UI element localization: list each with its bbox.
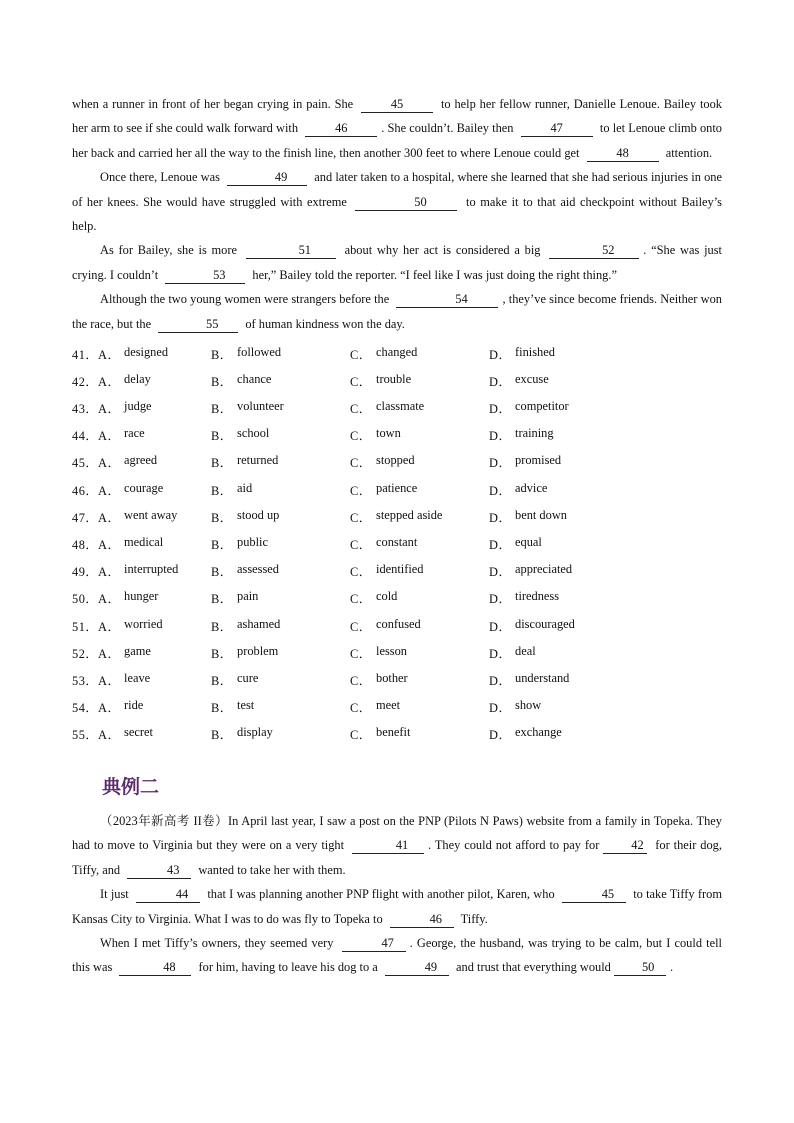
option-c[interactable] xyxy=(350,644,489,662)
option-text: aid xyxy=(237,480,253,495)
option-a[interactable] xyxy=(98,481,211,499)
option-text: leave xyxy=(124,670,151,685)
blank-50[interactable]: 50 xyxy=(355,195,457,211)
option-text: stepped aside xyxy=(376,507,443,522)
option-row xyxy=(72,449,722,476)
text: attention. xyxy=(665,145,713,160)
option-c[interactable] xyxy=(350,399,489,417)
option-d[interactable] xyxy=(489,372,629,390)
option-row xyxy=(72,394,722,421)
option-a[interactable] xyxy=(98,562,211,580)
option-c[interactable] xyxy=(350,453,489,471)
question-number: 45． xyxy=(72,456,99,471)
blank-42[interactable]: 42 xyxy=(603,838,647,854)
option-c[interactable] xyxy=(350,345,489,363)
option-text: training xyxy=(515,426,554,441)
option-a[interactable] xyxy=(98,399,211,417)
option-row xyxy=(72,666,722,693)
option-row xyxy=(72,530,722,557)
blank-48b[interactable]: 48 xyxy=(119,960,191,976)
option-b[interactable] xyxy=(211,481,350,499)
option-text: problem xyxy=(237,643,279,658)
option-b[interactable] xyxy=(211,617,350,635)
option-b[interactable] xyxy=(211,562,350,580)
option-letter: C． xyxy=(350,619,372,634)
option-d[interactable] xyxy=(489,399,629,417)
option-row xyxy=(72,503,722,530)
option-letter: D． xyxy=(489,565,512,580)
option-d[interactable] xyxy=(489,535,629,553)
question-number: 46． xyxy=(72,483,99,498)
option-row xyxy=(72,639,722,666)
option-text: went away xyxy=(124,507,178,522)
option-text: exchange xyxy=(515,725,562,740)
text: Although the two young women were strangers before the xyxy=(100,292,390,307)
option-a[interactable] xyxy=(98,725,211,743)
option-text: advice xyxy=(515,480,548,495)
option-text: test xyxy=(237,698,255,713)
option-text: town xyxy=(376,426,401,441)
option-row xyxy=(72,422,722,449)
text: to take Tiffy from Kansas City to Virginia. What I was to do was fly to Topeka to xyxy=(72,887,722,926)
option-b[interactable] xyxy=(211,453,350,471)
option-letter: C． xyxy=(350,347,372,362)
option-letter: A． xyxy=(98,402,121,417)
blank-53[interactable]: 53 xyxy=(165,268,245,284)
option-letter: A． xyxy=(98,374,121,389)
text: to make it to that aid checkpoint without Bailey’s help. xyxy=(72,194,722,234)
option-letter: A． xyxy=(98,592,121,607)
option-text: stood up xyxy=(237,507,280,522)
option-text: ashamed xyxy=(237,616,281,631)
option-text: competitor xyxy=(515,399,569,414)
option-letter: C． xyxy=(350,646,372,661)
option-d[interactable] xyxy=(489,589,629,607)
option-b[interactable] xyxy=(211,508,350,526)
blank-45b[interactable]: 45 xyxy=(562,887,626,903)
option-letter: A． xyxy=(98,510,121,525)
option-letter: A． xyxy=(98,728,121,743)
blank-52[interactable]: 52 xyxy=(549,243,639,259)
option-text: bother xyxy=(376,670,408,685)
option-row xyxy=(72,612,722,639)
option-letter: A． xyxy=(98,673,121,688)
option-c[interactable] xyxy=(350,562,489,580)
option-text: excuse xyxy=(515,371,549,386)
option-letter: A． xyxy=(98,565,121,580)
option-text: appreciated xyxy=(515,562,573,577)
passage1-paragraph-3 xyxy=(72,238,722,287)
blank-44[interactable]: 44 xyxy=(136,887,200,903)
option-text: stopped xyxy=(376,453,415,468)
option-letter: B． xyxy=(211,537,233,552)
option-text: equal xyxy=(515,534,542,549)
text: （2023年新高考 II卷）In April last year, I saw a post on the PNP (Pilots N Paws) website from a family in Topeka. They had to move to Virginia but they were on a very tight xyxy=(72,813,722,853)
option-d[interactable] xyxy=(489,671,629,689)
option-letter: D． xyxy=(489,701,512,716)
option-c[interactable] xyxy=(350,372,489,390)
document-page xyxy=(72,92,722,980)
option-a[interactable] xyxy=(98,508,211,526)
passage2-paragraph-3 xyxy=(72,931,722,980)
option-letter: B． xyxy=(211,619,233,634)
option-text: public xyxy=(237,534,268,549)
blank-46[interactable]: 46 xyxy=(305,121,377,137)
option-c[interactable] xyxy=(350,698,489,716)
option-a[interactable] xyxy=(98,426,211,444)
text: wanted to take her with them. xyxy=(198,862,346,877)
option-c[interactable] xyxy=(350,589,489,607)
option-text: promised xyxy=(515,453,562,468)
blank-45[interactable]: 45 xyxy=(361,97,433,113)
question-number: 48． xyxy=(72,537,99,552)
text: about why her act is considered a big xyxy=(344,243,541,258)
option-letter: C． xyxy=(350,456,372,471)
option-text: volunteer xyxy=(237,399,284,414)
option-letter: C． xyxy=(350,537,372,552)
option-row xyxy=(72,694,722,721)
option-a[interactable] xyxy=(98,535,211,553)
question-number: 51． xyxy=(72,619,99,634)
option-letter: D． xyxy=(489,646,512,661)
section-heading: 典例二 xyxy=(102,775,160,798)
option-row xyxy=(72,585,722,612)
option-text: changed xyxy=(376,344,418,359)
option-row xyxy=(72,721,722,748)
question-number: 50． xyxy=(72,592,99,607)
option-text: display xyxy=(237,725,273,740)
question-number: 52． xyxy=(72,646,99,661)
option-text: courage xyxy=(124,480,164,495)
option-letter: D． xyxy=(489,456,512,471)
text: . “She was just crying. I couldn’t xyxy=(72,243,722,282)
option-text: designed xyxy=(124,344,169,359)
option-letter: B． xyxy=(211,456,233,471)
option-letter: D． xyxy=(489,374,512,389)
option-letter: B． xyxy=(211,701,233,716)
options-list xyxy=(72,340,722,748)
option-text: tiredness xyxy=(515,589,560,604)
option-c[interactable] xyxy=(350,426,489,444)
option-a[interactable] xyxy=(98,698,211,716)
blank-47[interactable]: 47 xyxy=(521,121,593,137)
option-letter: D． xyxy=(489,673,512,688)
option-c[interactable] xyxy=(350,725,489,743)
option-c[interactable] xyxy=(350,481,489,499)
option-letter: B． xyxy=(211,510,233,525)
blank-41[interactable]: 41 xyxy=(352,838,424,854)
option-letter: D． xyxy=(489,483,512,498)
option-letter: C． xyxy=(350,374,372,389)
option-letter: B． xyxy=(211,374,233,389)
text: As for Bailey, she is more xyxy=(100,243,238,258)
option-text: cold xyxy=(376,589,398,604)
option-b[interactable] xyxy=(211,426,350,444)
text: It just xyxy=(100,887,129,902)
text: . George, the husband, was trying to be calm, but I could tell this was xyxy=(72,935,722,975)
option-text: hunger xyxy=(124,589,159,604)
option-letter: B． xyxy=(211,429,233,444)
option-text: assessed xyxy=(237,562,279,577)
option-d[interactable] xyxy=(489,426,629,444)
text: , they’ve since become friends. Neither won the race, but the xyxy=(72,292,722,331)
blank-50b[interactable]: 50 xyxy=(614,960,666,976)
question-number: 53． xyxy=(72,673,99,688)
option-b[interactable] xyxy=(211,345,350,363)
option-d[interactable] xyxy=(489,644,629,662)
question-number: 55． xyxy=(72,728,99,743)
option-letter: D． xyxy=(489,429,512,444)
blank-46b[interactable]: 46 xyxy=(390,912,454,928)
option-text: pain xyxy=(237,589,259,604)
option-d[interactable] xyxy=(489,725,629,743)
blank-48[interactable]: 48 xyxy=(587,146,659,162)
option-text: race xyxy=(124,426,145,441)
option-a[interactable] xyxy=(98,589,211,607)
text: for their dog, Tiffy, and xyxy=(72,838,722,877)
question-number: 44． xyxy=(72,429,99,444)
option-letter: A． xyxy=(98,537,121,552)
option-letter: C． xyxy=(350,701,372,716)
text: that I was planning another PNP flight with another pilot, Karen, who xyxy=(207,887,555,902)
option-letter: C． xyxy=(350,429,372,444)
option-c[interactable] xyxy=(350,671,489,689)
option-letter: A． xyxy=(98,701,121,716)
option-text: returned xyxy=(237,453,279,468)
option-row xyxy=(72,367,722,394)
option-b[interactable] xyxy=(211,372,350,390)
option-c[interactable] xyxy=(350,535,489,553)
option-b[interactable] xyxy=(211,644,350,662)
option-text: judge xyxy=(124,399,152,414)
text: of human kindness won the day. xyxy=(245,316,405,331)
option-text: finished xyxy=(515,344,555,359)
option-letter: C． xyxy=(350,483,372,498)
option-a[interactable] xyxy=(98,372,211,390)
option-letter: C． xyxy=(350,728,372,743)
option-text: cure xyxy=(237,670,259,685)
option-letter: A． xyxy=(98,619,121,634)
passage2-paragraph-1 xyxy=(72,809,722,882)
text: . She couldn’t. Bailey then xyxy=(381,121,514,136)
option-text: chance xyxy=(237,371,272,386)
option-d[interactable] xyxy=(489,698,629,716)
option-text: show xyxy=(515,698,542,713)
passage1-paragraph-1 xyxy=(72,92,722,165)
text: and trust that everything would xyxy=(456,960,611,975)
option-b[interactable] xyxy=(211,725,350,743)
option-letter: D． xyxy=(489,592,512,607)
option-d[interactable] xyxy=(489,481,629,499)
option-letter: B． xyxy=(211,592,233,607)
option-text: understand xyxy=(515,670,570,685)
passage2-paragraph-2 xyxy=(72,882,722,931)
option-text: classmate xyxy=(376,399,425,414)
text: when a runner in front of her began crying in pain. She xyxy=(72,97,354,111)
option-text: bent down xyxy=(515,507,567,522)
text: . They could not afford to pay for xyxy=(428,838,600,853)
option-text: agreed xyxy=(124,453,158,468)
option-text: constant xyxy=(376,534,418,549)
option-letter: D． xyxy=(489,619,512,634)
option-text: deal xyxy=(515,643,536,658)
option-letter: D． xyxy=(489,537,512,552)
option-letter: C． xyxy=(350,673,372,688)
option-text: meet xyxy=(376,698,401,713)
text: . xyxy=(669,960,674,975)
text: her,” Bailey told the reporter. “I feel like I was just doing the right thing.” xyxy=(252,267,617,282)
text: to let Lenoue climb onto her back and carried her all the way to the finish line, then another 300 feet to where Lenoue could get xyxy=(72,121,722,160)
option-letter: B． xyxy=(211,565,233,580)
option-letter: B． xyxy=(211,646,233,661)
option-a[interactable] xyxy=(98,345,211,363)
option-d[interactable] xyxy=(489,617,629,635)
option-text: trouble xyxy=(376,371,412,386)
option-b[interactable] xyxy=(211,698,350,716)
option-text: patience xyxy=(376,480,418,495)
option-text: secret xyxy=(124,725,153,740)
option-d[interactable] xyxy=(489,453,629,471)
option-a[interactable] xyxy=(98,453,211,471)
option-b[interactable] xyxy=(211,589,350,607)
option-b[interactable] xyxy=(211,399,350,417)
blank-43[interactable]: 43 xyxy=(127,863,191,879)
question-number: 54． xyxy=(72,701,99,716)
option-letter: C． xyxy=(350,592,372,607)
option-row xyxy=(72,476,722,503)
option-letter: B． xyxy=(211,347,233,362)
option-c[interactable] xyxy=(350,508,489,526)
option-letter: B． xyxy=(211,402,233,417)
option-letter: C． xyxy=(350,510,372,525)
option-a[interactable] xyxy=(98,644,211,662)
option-text: discouraged xyxy=(515,616,575,631)
text: for him, having to leave his dog to a xyxy=(198,960,378,975)
option-text: game xyxy=(124,643,151,658)
option-text: school xyxy=(237,426,270,441)
option-letter: A． xyxy=(98,483,121,498)
option-letter: B． xyxy=(211,673,233,688)
option-a[interactable] xyxy=(98,617,211,635)
option-letter: B． xyxy=(211,728,233,743)
text: Once there, Lenoue was xyxy=(100,170,220,185)
option-text: followed xyxy=(237,344,282,359)
option-text: worried xyxy=(124,616,163,631)
option-text: lesson xyxy=(376,643,407,658)
blank-49b[interactable]: 49 xyxy=(385,960,449,976)
option-text: ride xyxy=(124,698,144,713)
text: and later taken to a hospital, where she learned that she had serious injuries in one of her knees. She would have struggled with extreme xyxy=(72,170,722,209)
option-a[interactable] xyxy=(98,671,211,689)
blank-49[interactable]: 49 xyxy=(227,170,307,186)
blank-54[interactable]: 54 xyxy=(396,292,498,308)
option-letter: A． xyxy=(98,347,121,362)
text: Tiffy. xyxy=(460,911,488,926)
question-number: 47． xyxy=(72,510,99,525)
option-d[interactable] xyxy=(489,508,629,526)
option-text: medical xyxy=(124,534,164,549)
option-row xyxy=(72,340,722,367)
option-row xyxy=(72,558,722,585)
option-text: confused xyxy=(376,616,421,631)
option-letter: A． xyxy=(98,429,121,444)
option-d[interactable] xyxy=(489,345,629,363)
question-number: 49． xyxy=(72,565,99,580)
text: to help her fellow runner, Danielle Lenoue. Bailey took her arm to see if she could walk forward with xyxy=(72,97,722,136)
question-number: 41． xyxy=(72,347,99,362)
option-letter: D． xyxy=(489,510,512,525)
passage1-paragraph-2 xyxy=(72,165,722,238)
option-letter: C． xyxy=(350,402,372,417)
passage1-paragraph-4 xyxy=(72,287,722,336)
blank-55[interactable]: 55 xyxy=(158,317,238,333)
option-letter: D． xyxy=(489,402,512,417)
question-number: 42． xyxy=(72,374,99,389)
option-c[interactable] xyxy=(350,617,489,635)
blank-51[interactable]: 51 xyxy=(246,243,336,259)
option-text: interrupted xyxy=(124,562,179,577)
option-letter: A． xyxy=(98,456,121,471)
option-letter: A． xyxy=(98,646,121,661)
option-text: identified xyxy=(376,562,424,577)
option-d[interactable] xyxy=(489,562,629,580)
option-letter: D． xyxy=(489,728,512,743)
option-text: benefit xyxy=(376,725,411,740)
option-b[interactable] xyxy=(211,671,350,689)
text: When I met Tiffy’s owners, they seemed very xyxy=(100,935,334,950)
question-number: 43． xyxy=(72,402,99,417)
blank-47b[interactable]: 47 xyxy=(342,936,406,952)
option-text: delay xyxy=(124,371,151,386)
option-letter: D． xyxy=(489,347,512,362)
option-letter: C． xyxy=(350,565,372,580)
option-b[interactable] xyxy=(211,535,350,553)
option-letter: B． xyxy=(211,483,233,498)
